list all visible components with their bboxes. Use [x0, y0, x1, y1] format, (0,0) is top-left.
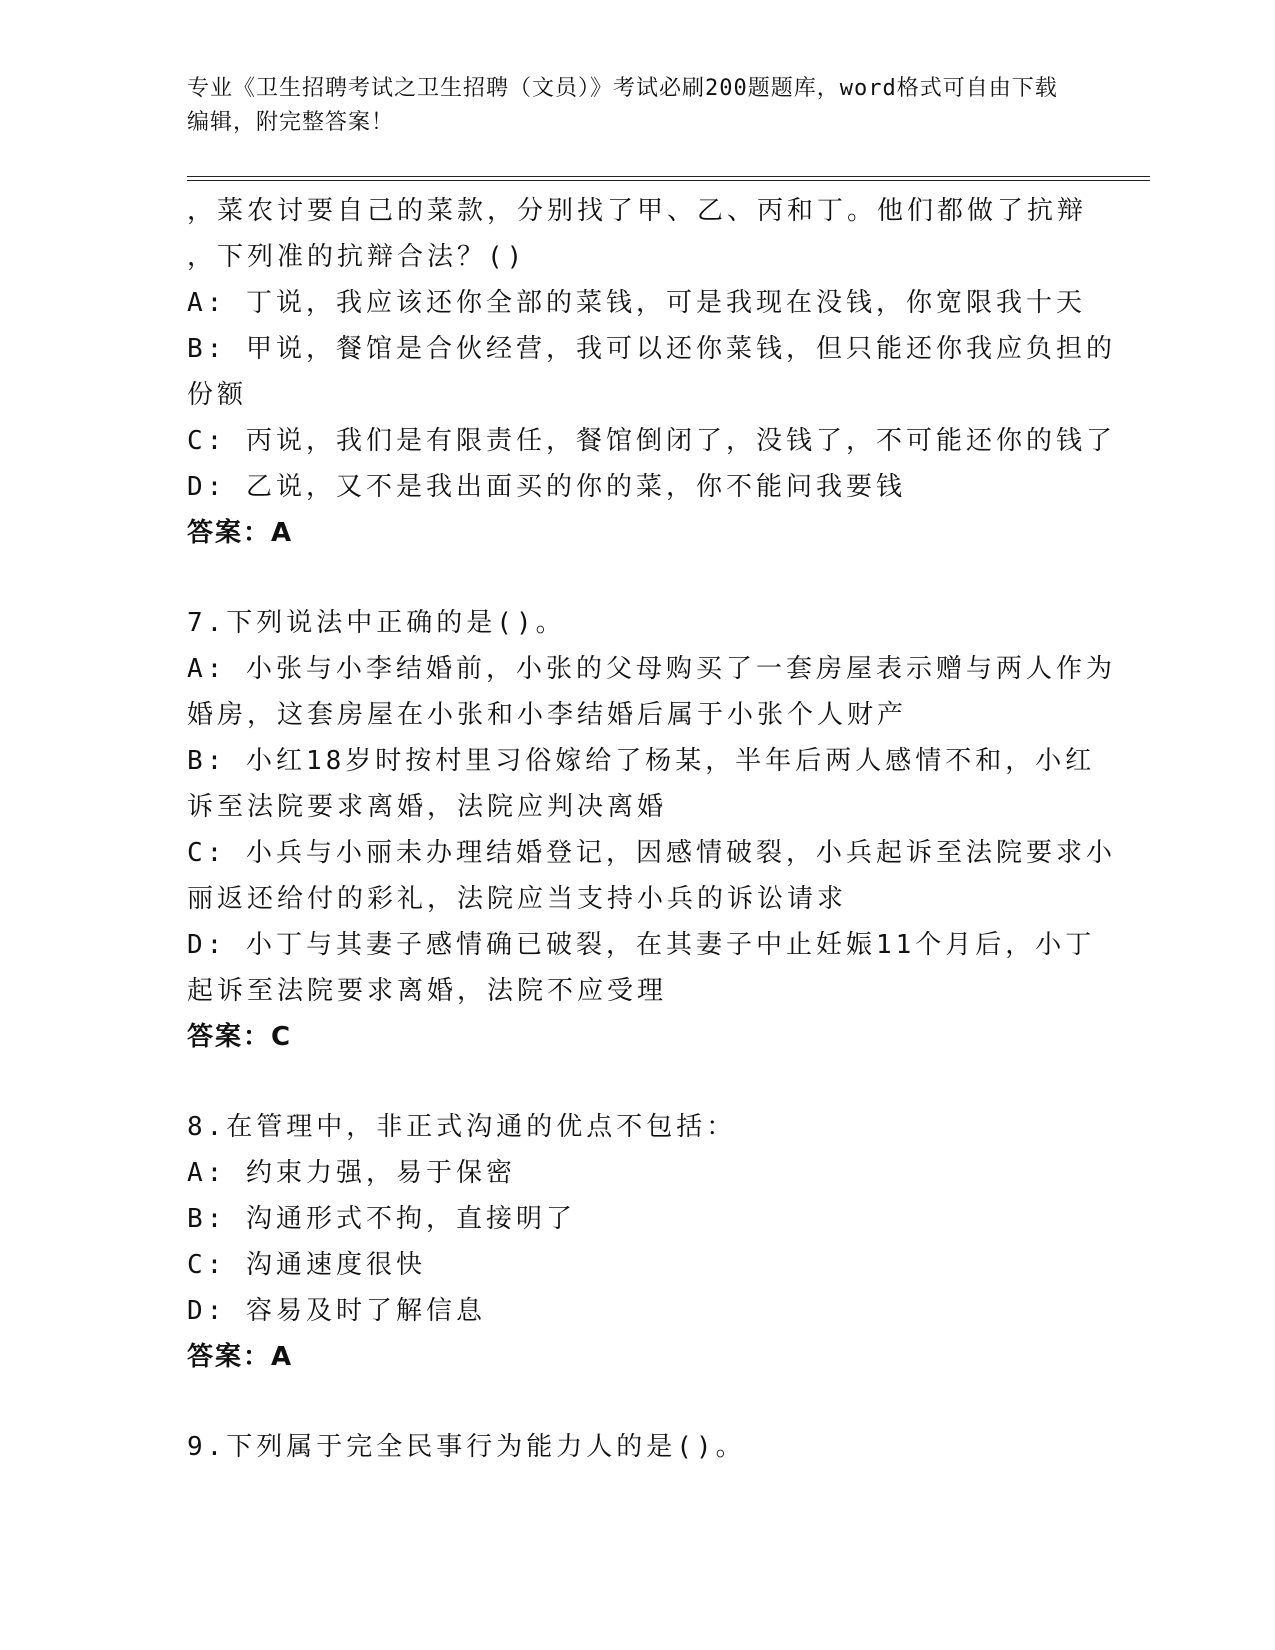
question-spacer	[187, 1380, 1087, 1424]
question-stem: ，下列准的抗辩合法？()	[187, 242, 527, 272]
option-a: 婚房，这套房屋在小张和小李结婚后属于小张个人财产	[187, 700, 908, 730]
question-6	[187, 188, 1116, 556]
option-a: A: 丁说，我应该还你全部的菜钱，可是我现在没钱，你宽限我十天	[187, 288, 1086, 318]
option-d: D: 乙说，又不是我出面买的你的菜，你不能问我要钱	[187, 472, 906, 502]
option-b: B: 小红18岁时按村里习俗嫁给了杨某，半年后两人感情不和，小红	[187, 746, 1096, 776]
answer: 答案：C	[187, 1022, 293, 1052]
option-c: C: 丙说，我们是有限责任，餐馆倒闭了，没钱了，不可能还你的钱了	[187, 426, 1116, 456]
option-a: A: 约束力强，易于保密	[187, 1158, 516, 1188]
option-b: B: 沟通形式不拘，直接明了	[187, 1204, 576, 1234]
option-c: C: 沟通速度很快	[187, 1250, 426, 1280]
question-stem: 9.下列属于完全民事行为能力人的是()。	[187, 1432, 746, 1462]
option-d: D: 容易及时了解信息	[187, 1296, 486, 1326]
option-d: D: 小丁与其妻子感情确已破裂，在其妻子中止妊娠11个月后，小丁	[187, 930, 1096, 960]
answer: 答案：A	[187, 1342, 294, 1372]
option-c: 丽返还给付的彩礼，法院应当支持小兵的诉讼请求	[187, 884, 848, 914]
option-d: 起诉至法院要求离婚，法院不应受理	[187, 976, 668, 1006]
option-c: C: 小兵与小丽未办理结婚登记，因感情破裂，小兵起诉至法院要求小	[187, 838, 1116, 868]
question-7	[187, 600, 1116, 1060]
question-stem: 7.下列说法中正确的是()。	[187, 608, 566, 638]
option-b: B: 甲说，餐馆是合伙经营，我可以还你菜钱，但只能还你我应负担的	[187, 334, 1116, 364]
page-header: 专业《卫生招聘考试之卫生招聘（文员）》考试必刷200题题库，word格式可自由下载编辑，附完整答案！	[187, 76, 1058, 135]
option-b: 份额	[187, 380, 248, 410]
answer: 答案：A	[187, 518, 294, 548]
question-stem: 8.在管理中，非正式沟通的优点不包括：	[187, 1112, 737, 1142]
question-9	[187, 1424, 1087, 1470]
option-a: A: 小张与小李结婚前，小张的父母购买了一套房屋表示赠与两人作为	[187, 654, 1116, 684]
question-stem: ，菜农讨要自己的菜款，分别找了甲、乙、丙和丁。他们都做了抗辩	[187, 196, 1088, 226]
question-spacer	[187, 556, 1087, 600]
question-content	[187, 188, 1116, 1470]
option-b: 诉至法院要求离婚，法院应判决离婚	[187, 792, 668, 822]
header-divider	[187, 176, 1150, 177]
question-8	[187, 1104, 1087, 1380]
question-spacer	[187, 1060, 1087, 1104]
